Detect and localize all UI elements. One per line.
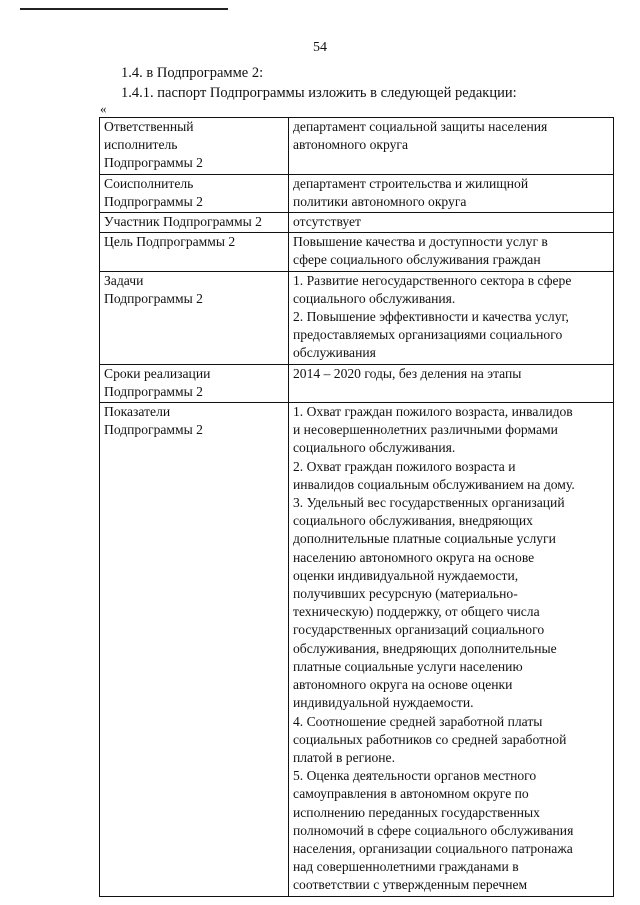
subprogram-passport-table [99,117,614,897]
value-line: соответствии с утвержденным перечнем [293,877,528,893]
value-line: 4. Соотношение средней заработной платы [293,713,543,729]
passport-row-value [289,213,614,233]
passport-row [100,233,614,271]
label-line: Подпрограммы 2 [104,422,203,438]
value-line: департамент строительства и жилищной [293,175,529,191]
label-line: Подпрограммы 2 [104,155,203,171]
passport-row [100,364,614,402]
value-line: обслуживания [293,345,376,361]
value-line: 1. Развитие негосударственного сектора в сфере [293,272,572,288]
value-line: населению автономного округа на основе [293,549,535,565]
passport-row-value [289,233,614,271]
passport-row-value [289,174,614,212]
top-rule [20,8,228,10]
label-line: Подпрограммы 2 [104,290,203,306]
value-line: исполнению переданных государственных [293,804,540,820]
value-line: отсутствует [293,214,362,230]
value-line: и несовершеннолетних различными формами [293,422,558,438]
label-line: Цель Подпрограммы 2 [104,234,236,250]
value-line: социального обслуживания. [293,440,456,456]
value-line: социального обслуживания, внедряющих [293,513,533,529]
value-line: государственных организаций социального [293,622,545,638]
value-line: дополнительные платные социальные услуги [293,531,556,547]
label-line: Подпрограммы 2 [104,383,203,399]
passport-row-label [100,233,289,271]
value-line: полномочий в сфере социального обслуживания [293,822,574,838]
label-line: Подпрограммы 2 [104,193,203,209]
value-line: техническую) поддержку, от общего числа [293,604,540,620]
value-line: автономного округа на основе оценки [293,677,513,693]
value-line: 3. Удельный вес государственных организаций [293,495,565,511]
passport-row-label [100,118,289,175]
value-line: индивидуальной нуждаемости. [293,695,474,711]
value-line: самоуправления в автономном округе по [293,786,529,802]
value-line: оценки индивидуальной нуждаемости, [293,567,519,583]
passport-row-label [100,403,289,896]
subsection-heading: 1.4.1. паспорт Подпрограммы изложить в следующей редакции: [121,85,517,101]
passport-row [100,174,614,212]
page-number: 54 [313,40,327,55]
value-line: над совершеннолетними гражданами в [293,859,519,875]
value-line: 2. Повышение эффективности и качества услуг, [293,309,569,325]
opening-quote-mark: « [100,101,107,116]
label-line: Соисполнитель [104,175,194,191]
passport-row-value [289,364,614,402]
value-line: обслуживания, внедряющих дополнительные [293,640,557,656]
value-line: платные социальные услуги населению [293,658,523,674]
value-line: социальных работников со средней заработной [293,731,567,747]
passport-row [100,271,614,364]
value-line: автономного округа [293,137,409,153]
value-line: политики автономного округа [293,193,467,209]
label-line: Показатели [104,404,171,420]
value-line: 5. Оценка деятельности органов местного [293,768,537,784]
passport-row-label [100,213,289,233]
passport-row [100,118,614,175]
passport-row-label [100,174,289,212]
value-line: получивших ресурсную (материально- [293,586,518,602]
passport-row-value [289,403,614,896]
passport-row-label [100,364,289,402]
label-line: Сроки реализации [104,365,211,381]
passport-row [100,213,614,233]
passport-row-value [289,118,614,175]
value-line: платой в регионе. [293,749,395,765]
value-line: населения, организации социального патронажа [293,840,573,856]
value-line: предоставляемых организациями социального [293,327,563,343]
value-line: инвалидов социальным обслуживанием на дому. [293,476,575,492]
value-line: 2014 – 2020 годы, без деления на этапы [293,365,522,381]
label-line: Участник Подпрограммы 2 [104,214,262,230]
value-line: 2. Охват граждан пожилого возраста и [293,458,516,474]
value-line: сфере социального обслуживания граждан [293,252,541,268]
value-line: департамент социальной защиты населения [293,119,548,134]
passport-row-value [289,271,614,364]
value-line: 1. Охват граждан пожилого возраста, инвалидов [293,404,573,420]
value-line: социального обслуживания. [293,290,456,306]
label-line: Ответственный [104,119,194,134]
passport-row [100,403,614,896]
label-line: исполнитель [104,137,178,153]
passport-row-label [100,271,289,364]
section-heading: 1.4. в Подпрограмме 2: [121,65,264,81]
label-line: Задачи [104,272,144,288]
value-line: Повышение качества и доступности услуг в [293,234,548,250]
